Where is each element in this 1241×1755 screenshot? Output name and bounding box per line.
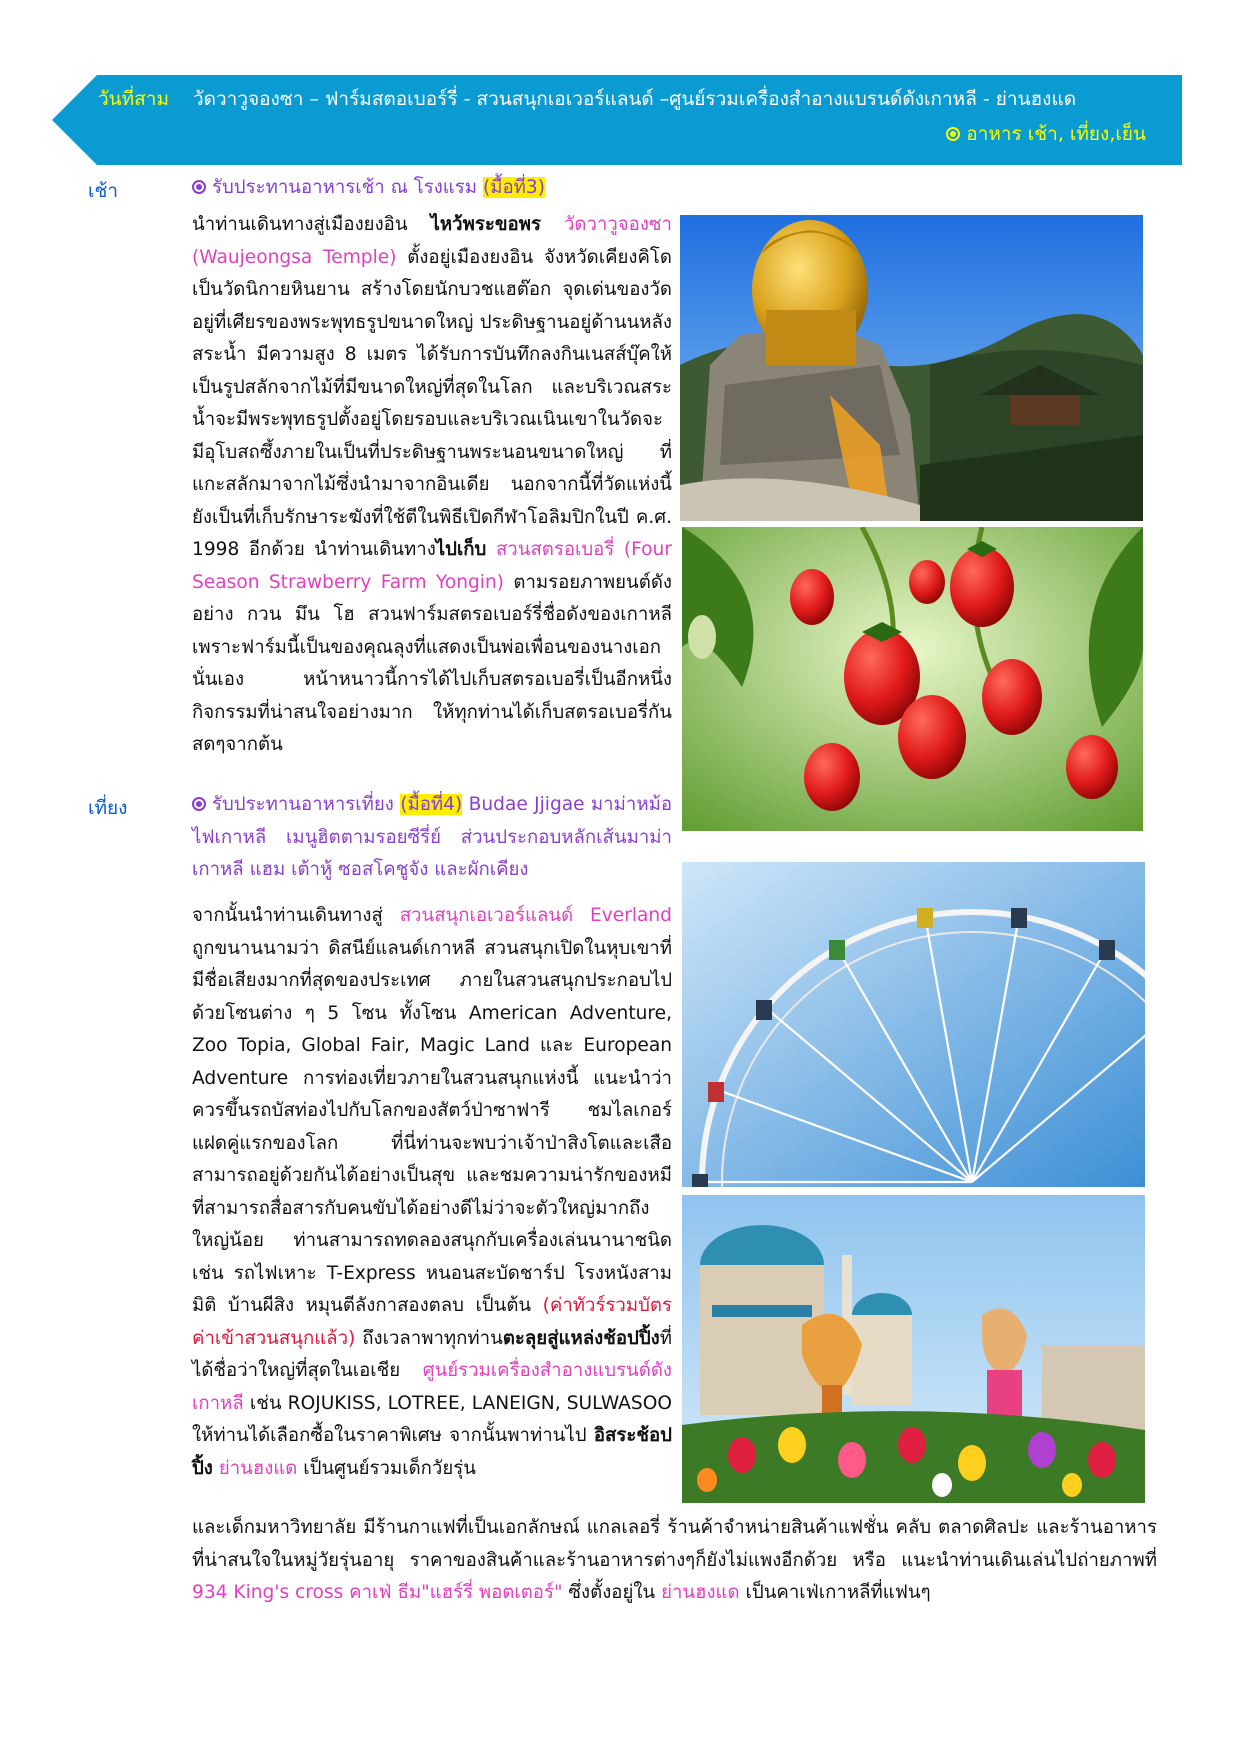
strawberry-photo <box>682 527 1143 831</box>
lunch-line: รับประทานอาหารเที่ยง (มื้อที่4) Budae Jjigae มาม่าหม้อไฟเกาหลี เมนูฮิตตามรอยซีรี่ย์ ส่วนประกอบหลักเส้นมาม่าเกาหลี แฮม เต้าหู้ ซอสโคชูจัง และผักเคียง <box>192 794 673 880</box>
dish-icon <box>946 127 960 141</box>
dish-icon <box>192 797 206 811</box>
everland-photo <box>682 1195 1145 1503</box>
dish-icon <box>192 180 206 194</box>
cafe-name: 934 King's cross คาเฟ่ ธีม"แฮร์รี่ พอตเตอร์" <box>192 1582 563 1603</box>
golden-buddha-photo <box>680 215 1143 521</box>
cosmetics-center: ศูนย์รวมเครื่องสำอางแบรนด์ดังเกาหลี <box>192 1360 672 1414</box>
day-banner <box>52 75 1182 165</box>
breakfast-paragraph: นำท่านเดินทางสู่เมืองยงอิน ไหว้พระขอพร วัดวาวูจองซา (Waujeongsa Temple) ตั้งอยู่เมืองยงอิน จังหวัดเคียงคิโด เป็นวัดนิกายหินยาน สร้างโดยนักบวชแฮต๊อก จุดเด่นของวัดอยู่ที่เศียรของพระพุทธรูปขนาดใหญ่ ประดิษฐานอยู่ด้านนหลังสระน้ำ มีความสูง 8 เมตร ได้รับการบันทึกลงกินเนสส์บุ๊คให้เป็นรูปสลักจากไม้ที่มีขนาดใหญ่ที่สุดในโลก และบริเวณสระน้ำจะมีพระพุทธรูปตั้งอยู่โดยรอบและบริเวณเนินเขาในวัดจะมีอุโบสถซึ้งภายในเป็นที่ประดิษฐานพระนอนขนาดใหญ่ ที่แกะสลักมาจากไม้ซึ่งนำมาจากอินเดีย นอกจากนี้ที่วัดแห่งนี้ยังเป็นที่เก็บรักษาระฆังที่ใช้ตีในพิธีเปิดกีฬาโอลิมปิกในปี ค.ศ. 1998 อีกด้วย นำท่านเดินทางไปเก็บ สวนสตรอเบอรี่ (Four Season Strawberry Farm Yongin) ตามรอยภาพยนต์ดังอย่าง กวน มึน โฮ สวนฟาร์มสตรอเบอร์รี่ชื่อดังของเกาหลี เพราะฟาร์มนี้เป็นของคุณลุงที่แสดงเป็นพ่อเพื่อนของนางเอกนั่นเอง หน้าหนาวนี้การได้ไปเก็บสตรอเบอรี่เป็นอีกหนึ่งกิจกรรมที่น่าสนใจอย่างมาก ให้ทุกท่านได้เก็บสตรอเบอรี่กันสดๆจากต้น <box>192 214 672 755</box>
closing-paragraph: และเด็กมหาวิทยาลัย มีร้านกาแฟที่เป็นเอกลักษณ์ แกลเลอรี่ ร้านค้าจำหน่ายสินค้าแฟชั่น คลับ ตลาดศิลปะ และร้านอาหารที่น่าสนใจในหมู่วัยรุ่นอายุ ราคาของสินค้าและร้านอาหารต่างๆก็ยังไม่แพงอีกด้วย หรือ แนะนำท่านเดินเล่นไปถ่ายภาพที่ 934 King's cross คาเฟ่ ธีม"แฮร์รี่ พอตเตอร์" ซึ่งตั้งอยู่ใน ย่านฮงแด เป็นคาเฟ่เกาหลีที่แฟนๆ <box>192 1517 1157 1603</box>
breakfast-label: เช้า <box>88 180 119 202</box>
breakfast-line: รับประทานอาหารเช้า ณ โรงแรม (มื้อที่3) <box>192 172 672 205</box>
hongdae-name: ย่านฮงแด <box>218 1457 298 1479</box>
day-label: วันที่สาม <box>98 88 169 110</box>
banner-route <box>98 81 1178 117</box>
strawberry-farm-name: สวนสตรอเบอรี่ (Four Season Strawberry Farm Yongin) <box>192 539 672 593</box>
meal-number: (มื้อที่3) <box>482 177 545 198</box>
temple-name: วัดวาวูจองซา (Waujeongsa Temple) <box>192 214 672 268</box>
meals-summary: อาหาร เช้า, เที่ยง,เย็น <box>946 119 1146 149</box>
everland-paragraph: จากนั้นนำท่านเดินทางสู่ สวนสนุกเอเวอร์แลนด์ Everland ถูกขนานนามว่า ดิสนีย์แลนด์เกาหลี สวนสนุกเปิดในหุบเขาที่มีชื่อเสียงมากที่สุดของประเทศ ภายในสวนสนุกประกอบไปด้วยโซนต่าง ๆ 5 โซน ทั้งโซน American Adventure, Zoo Topia, Global Fair, Magic Land และ European Adventure การท่องเที่ยวภายในสวนสนุกแห่งนี้ แนะนำว่า ควรขึ้นรถบัสท่องไปกับโลกของสัตว์ป่าซาฟารี ชมไลเกอร์แฝดคู่แรกของโลก ที่นี่ท่านจะพบว่าเจ้าป่าสิงโตและเสือสามารถอยู่ด้วยกันได้อย่างเป็นสุข และชมความน่ารักของหมีที่สามารถสื่อสารกับคนขับได้อย่างดีไม่ว่าจะตัวใหญ่มากถึงใหญ่น้อย ท่านสามารถทดลองสนุกกับเครื่องเล่นนานาชนิด เช่น รถไฟเหาะ T-Express หนอนสะบัดชาร์ป โรงหนังสามมิติ บ้านผีสิง หมุนตีลังกาสองตลบ เป็นต้น (ค่าทัวร์รวมบัตรค่าเข้าสวนสนุกแล้ว) ถึงเวลาพาทุกท่านตะลุยสู่แหล่งช้อปปิ้งที่ได้ชื่อว่าใหญ่ที่สุดในเอเชีย ศูนย์รวมเครื่องสำอางแบรนด์ดังเกาหลี เช่น ROJUKISS, LOTREE, LANEIGN, SULWASOO ให้ท่านได้เลือกซื้อในราคาพิเศษ จากนั้นพาท่านไป อิสระช้อปปิ้ง ย่านฮงแด เป็นศูนย์รวมเด็กวัยรุ่น <box>192 905 672 1479</box>
meal-number: (มื้อที่4) <box>400 794 463 815</box>
lunch-label: เที่ยง <box>88 797 128 819</box>
everland-name: สวนสนุกเอเวอร์แลนด์ Everland <box>399 905 672 926</box>
ticket-note: (ค่าทัวร์รวมบัตรค่าเข้าสวนสนุกแล้ว) <box>192 1295 672 1349</box>
ferris-wheel-photo <box>682 862 1145 1187</box>
lunch-dish: Budae Jjigae มาม่าหม้อไฟเกาหลี เมนูฮิตตามรอยซีรี่ย์ ส่วนประกอบหลักเส้นมาม่าเกาหลี แฮม เต้าหู้ ซอสโคชูจัง และผักเคียง <box>192 794 673 880</box>
route-text: วัดวาวูจองซา – ฟาร์มสตอเบอร์รี่ - สวนสนุกเอเวอร์แลนด์ –ศูนย์รวมเครื่องสำอางแบรนด์ดังเกาหลี - ย่านฮงแด <box>192 88 1077 110</box>
